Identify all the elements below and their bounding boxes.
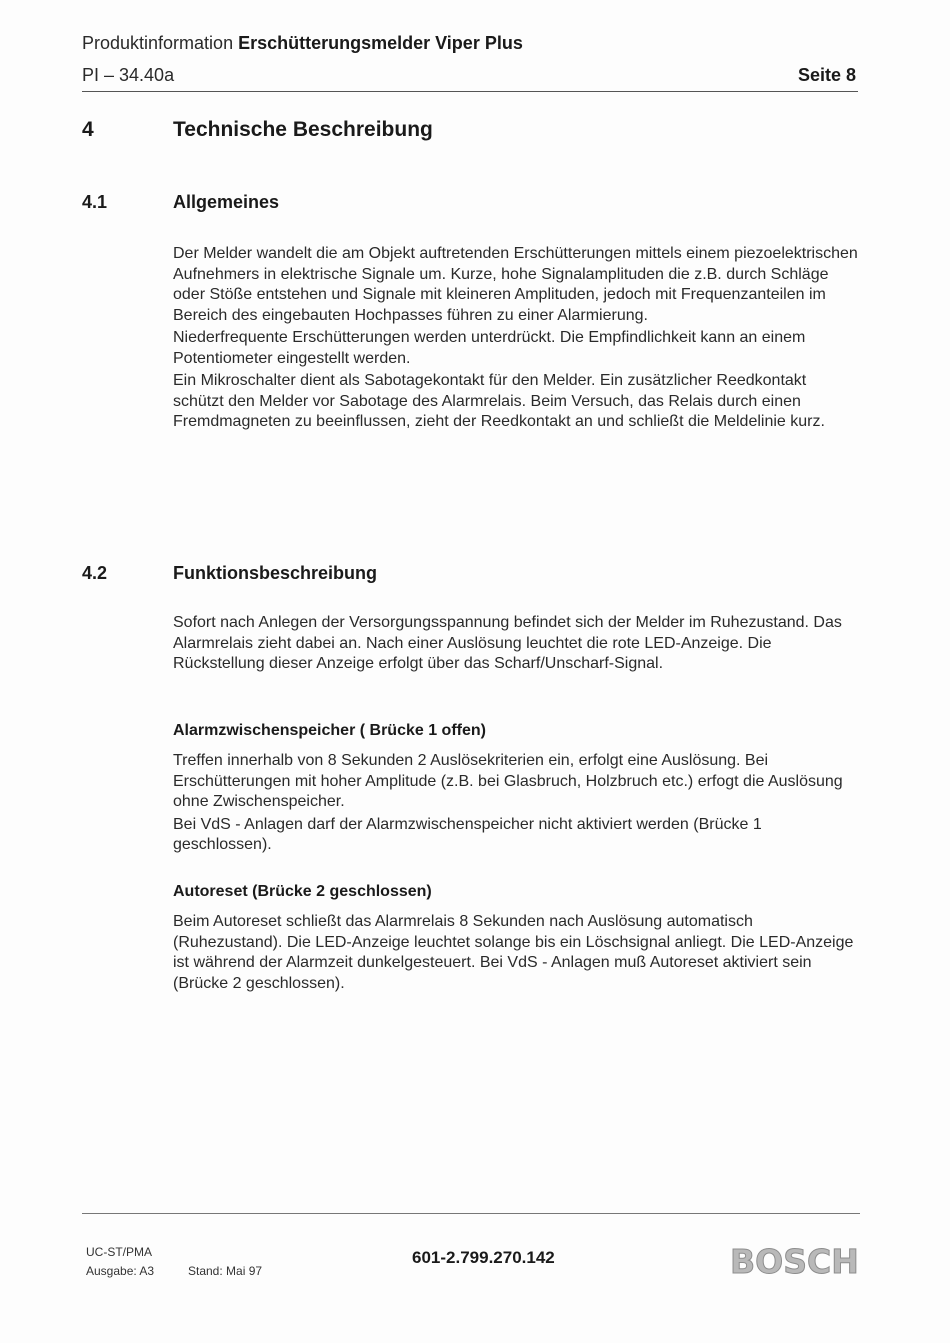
header-title-bold: Erschütterungsmelder Viper Plus: [238, 33, 523, 53]
paragraph: Ein Mikroschalter dient als Sabotagekontakt für den Melder. Ein zusätzlicher Reedkontakt schützt den Melder vor Sabotage des Alarmrelais. Beim Versuch, das Relais durch einen Fremdmagneten zu beeinflussen, zieht der Reedkontakt an und schließt die Meldelinie kurz.: [173, 372, 825, 430]
paragraph: Treffen innerhalb von 8 Sekunden 2 Auslösekriterien ein, erfolgt eine Auslösung. Bei Erschütterungen mit hoher Amplitude (z.B. bei Glasbruch, Holzbruch etc.) erfogt die Auslösung ohne Zwischenspeicher.: [173, 752, 843, 810]
paragraph: Der Melder wandelt die am Objekt auftretenden Erschütterungen mittels einem piezoelektrischen Aufnehmers in elektrische Signale um. Kurze, hohe Signalamplituden die z.B. durch Schläge oder Stöße entstehen und Signale mit kleineren Amplituden, jedoch mit Frequenzanteilen im Bereich des eingebauten Hochpasses führen zu einer Alarmierung.: [173, 245, 858, 324]
subsection-autoreset-title: Autoreset (Brücke 2 geschlossen): [173, 883, 432, 900]
section-4-2-title: Funktionsbeschreibung: [173, 563, 378, 583]
section-4-2-number: 4.2: [82, 563, 108, 583]
bosch-logo: BOSCH: [730, 1242, 859, 1281]
paragraph: Beim Autoreset schließt das Alarmrelais 8 Sekunden nach Auslösung automatisch (Ruhezustand). Die LED-Anzeige leuchtet solange bis ein Löschsignal anliegt. Die LED-Anzeige ist während der Alarmzeit dunkelgesteuert. Bei VdS - Anlagen muß Autoreset aktiviert sein (Brücke 2 geschlossen).: [173, 913, 854, 992]
header-title: [82, 33, 523, 54]
footer-document-number: 601-2.799.270.142: [412, 1248, 555, 1267]
section-4-2-intro: [173, 613, 858, 677]
section-4-1-number: 4.1: [82, 192, 108, 212]
header-title-plain: Produktinformation: [82, 33, 239, 53]
footer-divider: [82, 1213, 860, 1214]
paragraph: Niederfrequente Erschütterungen werden unterdrückt. Die Empfindlichkeit kann an einem Potentiometer eingestellt werden.: [173, 329, 806, 367]
subsection-autoreset-body: [173, 912, 858, 996]
header-page-number: Seite 8: [797, 65, 856, 85]
paragraph: Sofort nach Anlegen der Versorgungsspannung befindet sich der Melder im Ruhezustand. Das Alarmrelais zieht dabei an. Nach einer Auslösung leuchtet die rote LED-Anzeige. Die Rückstellung dieser Anzeige erfolgt über das Scharf/Unscharf-Signal.: [173, 614, 842, 672]
header-reference: PI – 34.40a: [82, 65, 175, 85]
section-4-title: Technische Beschreibung: [173, 118, 433, 141]
section-4-number: 4: [82, 118, 94, 141]
subsection-alarmzwischenspeicher-title: Alarmzwischenspeicher ( Brücke 1 offen): [173, 722, 486, 739]
section-4-1-body: [173, 244, 858, 435]
footer-status: Stand: Mai 97: [188, 1264, 263, 1278]
subsection-alarmzwischenspeicher-body: [173, 751, 858, 858]
footer-edition: Ausgabe: A3: [86, 1264, 155, 1278]
header-divider: [82, 91, 858, 92]
section-4-1-title: Allgemeines: [173, 192, 280, 212]
footer-department: UC-ST/PMA: [86, 1245, 152, 1259]
paragraph: Bei VdS - Anlagen darf der Alarmzwischenspeicher nicht aktiviert werden (Brücke 1 geschlossen).: [173, 815, 762, 853]
